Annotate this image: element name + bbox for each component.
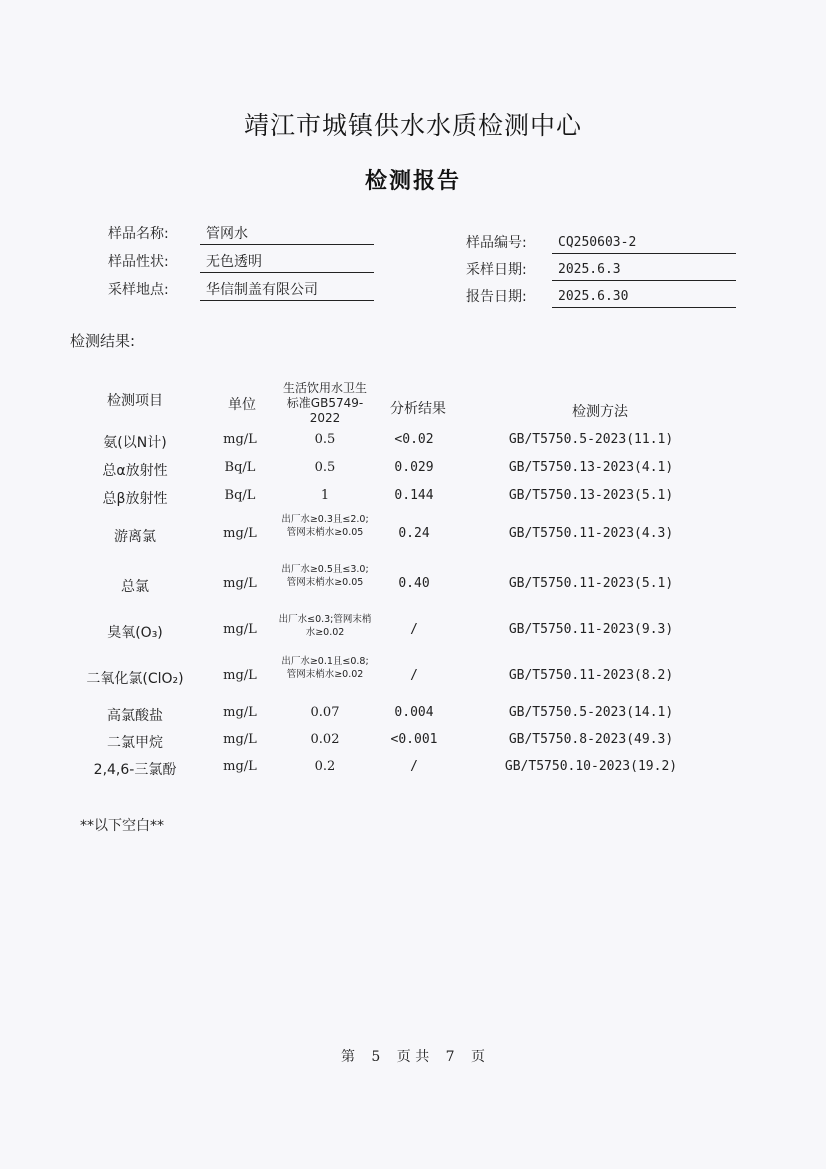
sample-name-label: 样品名称: xyxy=(108,226,169,242)
sample-state-label: 样品性状: xyxy=(108,254,169,270)
cell-standard: 0.02 xyxy=(310,732,340,747)
cell-standard: 0.07 xyxy=(310,705,340,720)
cell-method: GB/T5750.11-2023(4.3) xyxy=(508,526,674,541)
page-prefix: 第 xyxy=(340,1049,355,1065)
sample-id-value: CQ250603-2 xyxy=(552,234,736,254)
cell-result: / xyxy=(410,759,418,774)
sampling-location-value: 华信制盖有限公司 xyxy=(200,281,374,301)
cell-result: <0.001 xyxy=(390,732,438,747)
sampling-location-label: 采样地点: xyxy=(108,282,169,298)
cell-item: 氨(以N计) xyxy=(103,435,167,451)
cell-standard: 出厂水≤0.3;管网末梢水≥0.02 xyxy=(278,614,372,638)
cell-result: / xyxy=(410,622,418,637)
cell-standard: 1 xyxy=(320,488,330,503)
page-suffix: 页 xyxy=(471,1049,486,1065)
sample-state-value: 无色透明 xyxy=(200,253,374,273)
cell-unit: mg/L xyxy=(223,576,257,591)
sample-id-label: 样品编号: xyxy=(466,235,527,251)
cell-method: GB/T5750.11-2023(5.1) xyxy=(508,576,674,591)
results-section-label: 检测结果: xyxy=(70,332,136,350)
cell-item: 游离氯 xyxy=(114,529,156,545)
report-date-label: 报告日期: xyxy=(466,289,527,305)
cell-item: 总氯 xyxy=(121,579,149,595)
cell-item: 二氧化氯(ClO₂) xyxy=(86,671,184,687)
cell-result: 0.24 xyxy=(398,526,430,541)
page-number: 5 xyxy=(371,1049,381,1065)
header-result: 分析结果 xyxy=(390,401,446,417)
cell-item: 二氯甲烷 xyxy=(107,735,163,751)
cell-result: / xyxy=(410,668,418,683)
header-unit: 单位 xyxy=(228,397,256,413)
cell-result: <0.02 xyxy=(394,432,434,447)
cell-result: 0.029 xyxy=(394,460,434,475)
cell-item: 高氯酸盐 xyxy=(107,708,163,724)
cell-unit: mg/L xyxy=(223,526,257,541)
sampling-date-value: 2025.6.3 xyxy=(552,261,736,281)
cell-unit: Bq/L xyxy=(224,488,256,503)
cell-unit: mg/L xyxy=(223,622,257,637)
cell-unit: Bq/L xyxy=(224,460,256,475)
page-total: 7 xyxy=(445,1049,455,1065)
cell-result: 0.144 xyxy=(394,488,434,503)
cell-unit: mg/L xyxy=(223,432,257,447)
cell-method: GB/T5750.11-2023(9.3) xyxy=(508,622,674,637)
cell-method: GB/T5750.5-2023(14.1) xyxy=(508,705,674,720)
cell-standard: 出厂水≥0.3且≤2.0;管网末梢水≥0.05 xyxy=(281,514,369,538)
sample-name-value: 管网水 xyxy=(200,225,374,245)
header-item: 检测项目 xyxy=(107,393,163,409)
cell-method: GB/T5750.13-2023(5.1) xyxy=(508,488,674,503)
organization-name: 靖江市城镇供水水质检测中心 xyxy=(243,111,582,140)
report-date-value: 2025.6.30 xyxy=(552,288,736,308)
cell-unit: mg/L xyxy=(223,759,257,774)
cell-method: GB/T5750.11-2023(8.2) xyxy=(508,668,674,683)
header-standard: 生活饮用水卫生标准GB5749-2022 xyxy=(282,381,367,425)
cell-result: 0.004 xyxy=(394,705,434,720)
cell-standard: 0.5 xyxy=(314,460,336,475)
report-title: 检测报告 xyxy=(364,169,461,194)
cell-item: 2,4,6-三氯酚 xyxy=(93,762,177,778)
cell-unit: mg/L xyxy=(223,705,257,720)
page-footer xyxy=(0,1046,826,1066)
cell-standard: 0.5 xyxy=(314,432,336,447)
cell-standard: 出厂水≥0.5且≤3.0;管网末梢水≥0.05 xyxy=(281,564,369,588)
header-method: 检测方法 xyxy=(572,404,628,420)
cell-item: 臭氧(O₃) xyxy=(107,625,163,641)
cell-item: 总β放射性 xyxy=(102,491,168,507)
cell-unit: mg/L xyxy=(223,732,257,747)
blank-note: **以下空白** xyxy=(80,818,164,834)
cell-item: 总α放射性 xyxy=(102,463,168,479)
cell-method: GB/T5750.5-2023(11.1) xyxy=(508,432,674,447)
cell-unit: mg/L xyxy=(223,668,257,683)
cell-method: GB/T5750.13-2023(4.1) xyxy=(508,460,674,475)
page-mid: 页 共 xyxy=(396,1049,430,1065)
cell-standard: 0.2 xyxy=(314,759,336,774)
sampling-date-label: 采样日期: xyxy=(466,262,527,278)
cell-method: GB/T5750.10-2023(19.2) xyxy=(504,759,678,774)
cell-method: GB/T5750.8-2023(49.3) xyxy=(508,732,674,747)
cell-standard: 出厂水≥0.1且≤0.8;管网末梢水≥0.02 xyxy=(281,656,369,680)
cell-result: 0.40 xyxy=(398,576,430,591)
